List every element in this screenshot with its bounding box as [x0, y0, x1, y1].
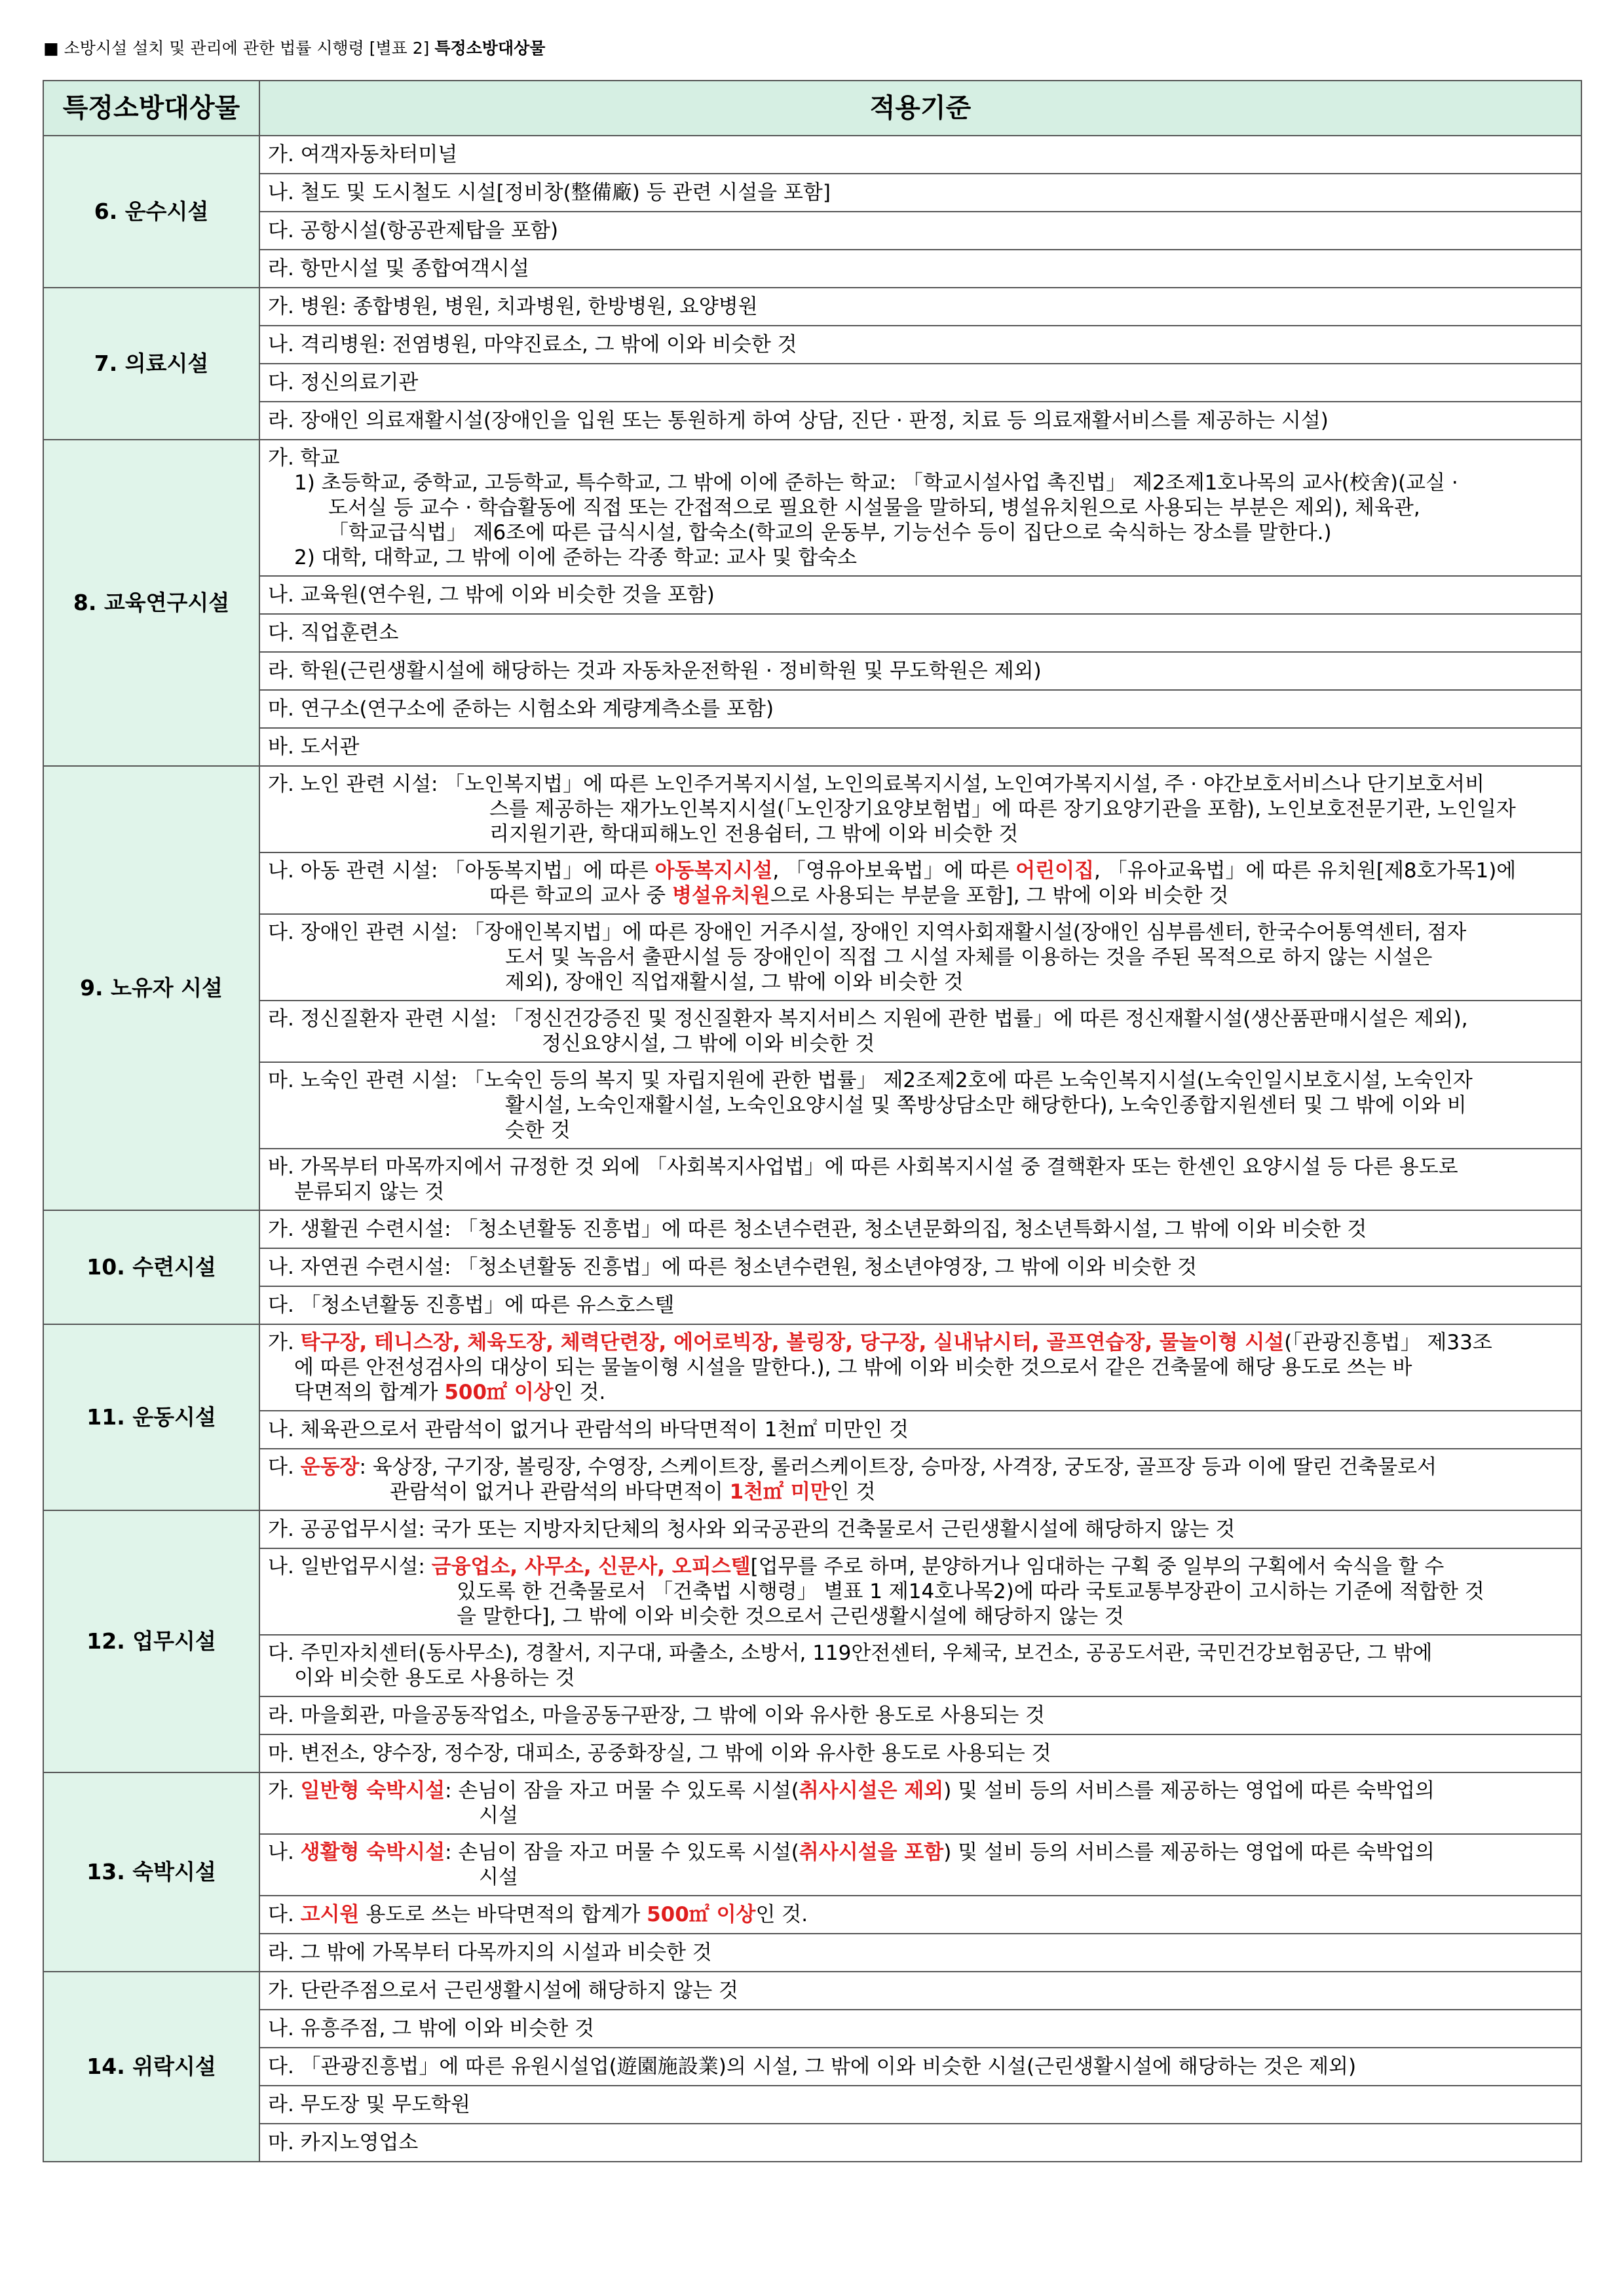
- table-row: [43, 1972, 1581, 2010]
- highlight-text: 취사시설을 포함: [799, 1841, 944, 1864]
- disabled-line-2: 도서 및 녹음서 출판시설 등 장애인이 직접 그 시설 자체를 이용하는 것을 주된 목적으로 하지 않는 시설은: [505, 946, 1433, 969]
- criteria-item-sports-facilities: [259, 1324, 1581, 1411]
- criteria-item: 나. 철도 및 도시철도 시설[정비창(整備廠) 등 관련 시설을 포함]: [259, 174, 1581, 212]
- child-line-2: [268, 883, 1573, 908]
- criteria-item: 마. 변전소, 양수장, 정수장, 대피소, 공중화장실, 그 밖에 이와 유사한 용도로 사용되는 것: [259, 1734, 1581, 1772]
- sports-line-1: [268, 1331, 1492, 1354]
- category-entertainment: 14. 위락시설: [43, 1972, 259, 2162]
- table-row: [43, 914, 1581, 1001]
- criteria-item-elderly: [259, 766, 1581, 852]
- school-sub-1-line-2: 도서실 등 교수 · 학습활동에 직접 또는 간접적으로 필요한 시설물을 말하되, 병설유치원으로 사용되는 부분은 제외), 체육관,: [328, 496, 1420, 520]
- text-seg: 용도로 쓰는 바닥면적의 합계가: [359, 1903, 647, 1926]
- criteria-item: 라. 무도장 및 무도학원: [259, 2086, 1581, 2124]
- general-business-line-1: [268, 1555, 1444, 1578]
- table-row: [43, 402, 1581, 440]
- criteria-item-public-offices: [259, 1635, 1581, 1696]
- criteria-item-residential-lodging: [259, 1834, 1581, 1896]
- criteria-item: 가. 여객자동차터미널: [259, 136, 1581, 174]
- sports-line-2: 에 따른 안전성검사의 대상이 되는 물놀이형 시설을 말한다.), 그 밖에 이와 비슷한 것으로서 같은 건축물에 해당 용도로 쓰는 바: [294, 1356, 1412, 1379]
- text-seg: 인 것: [829, 1480, 876, 1504]
- text-seg: (「관광진흥법」 제33조: [1284, 1331, 1492, 1354]
- disabled-line-3: 제외), 장애인 직업재활시설, 그 밖에 이와 비슷한 것: [505, 970, 964, 994]
- table-row: [43, 1411, 1581, 1449]
- criteria-item: 라. 장애인 의료재활시설(장애인을 입원 또는 통원하게 하여 상담, 진단 · 판정, 치료 등 의료재활서비스를 제공하는 시설): [259, 402, 1581, 440]
- criteria-item: 라. 항만시설 및 종합여객시설: [259, 250, 1581, 288]
- other-welfare-line-1: 바. 가목부터 마목까지에서 규정한 것 외에 「사회복지사업법」에 따른 사회복지시설 중 결핵환자 또는 한센인 요양시설 등 다른 용도로: [268, 1155, 1458, 1179]
- document-header: [43, 35, 545, 62]
- criteria-item: 나. 자연권 수련시설: 「청소년활동 진흥법」에 따른 청소년수련원, 청소년야영장, 그 밖에 이와 비슷한 것: [259, 1248, 1581, 1286]
- homeless-line-3: 슷한 것: [505, 1119, 571, 1142]
- category-training: 10. 수련시설: [43, 1210, 259, 1324]
- text-seg: , 「영유아보육법」에 따른: [772, 859, 1016, 883]
- table-row: [43, 1062, 1581, 1149]
- table-row: [43, 2010, 1581, 2048]
- school-title: 가. 학교: [268, 446, 340, 470]
- table-row: [43, 1696, 1581, 1734]
- table-row: [43, 652, 1581, 690]
- criteria-item-homeless: [259, 1062, 1581, 1149]
- table-row: [43, 440, 1581, 576]
- column-header-target: 특정소방대상물: [43, 81, 259, 136]
- table-row: [43, 1772, 1581, 1834]
- table-row: [43, 136, 1581, 174]
- table-row: [43, 1210, 1581, 1248]
- category-transport: 6. 운수시설: [43, 136, 259, 288]
- sports-line-3: [268, 1380, 1573, 1405]
- criteria-item: 다. 직업훈련소: [259, 614, 1581, 652]
- text-seg: 가.: [268, 1331, 301, 1354]
- table-row: [43, 1896, 1581, 1934]
- header-prefix: ■ 소방시설 설치 및 관리에 관한 법률 시행령 [별표 2]: [43, 39, 435, 58]
- table-row: [43, 1510, 1581, 1548]
- text-seg: 나.: [268, 1841, 301, 1864]
- highlight-text: 운동장: [300, 1455, 360, 1479]
- category-education: 8. 교육연구시설: [43, 440, 259, 766]
- disabled-line-1: 다. 장애인 관련 시설: 「장애인복지법」에 따른 장애인 거주시설, 장애인 지역사회재활시설(장애인 심부름센터, 한국수어통역센터, 점자: [268, 921, 1467, 944]
- criteria-item: 마. 연구소(연구소에 준하는 시험소와 계량계측소를 포함): [259, 690, 1581, 728]
- text-seg: 관람석이 없거나 관람석의 바닥면적이: [390, 1480, 730, 1504]
- table-row: [43, 2048, 1581, 2086]
- text-seg: 가.: [268, 1779, 301, 1803]
- highlight-text: 500㎡ 이상: [647, 1903, 756, 1926]
- criteria-item: 나. 유흥주점, 그 밖에 이와 비슷한 것: [259, 2010, 1581, 2048]
- criteria-item: 나. 격리병원: 전염병원, 마약진료소, 그 밖에 이와 비슷한 것: [259, 326, 1581, 364]
- homeless-line-1: 마. 노숙인 관련 시설: 「노숙인 등의 복지 및 자립지원에 관한 법률」 제2조제2호에 따른 노숙인복지시설(노숙인일시보호시설, 노숙인자: [268, 1069, 1473, 1092]
- highlight-text: 고시원: [300, 1903, 360, 1926]
- table-row: [43, 1834, 1581, 1896]
- public-offices-line-1: 다. 주민자치센터(동사무소), 경찰서, 지구대, 파출소, 소방서, 119안전센터, 우체국, 보건소, 공공도서관, 국민건강보험공단, 그 밖에: [268, 1641, 1433, 1665]
- table-row: [43, 1001, 1581, 1062]
- table-row: [43, 1248, 1581, 1286]
- text-seg: : 손님이 잠을 자고 머물 수 있도록 시설(: [445, 1841, 799, 1864]
- category-medical: 7. 의료시설: [43, 288, 259, 440]
- stadium-line-2: [268, 1480, 1573, 1504]
- school-sub-1-line-3: 「학교급식법」 제6조에 따른 급식시설, 합숙소(학교의 운동부, 기능선수 등이 집단으로 숙식하는 장소를 말한다.): [328, 521, 1332, 545]
- table-row: [43, 614, 1581, 652]
- school-sub-2: 2) 대학, 대학교, 그 밖에 이에 준하는 각종 학교: 교사 및 합숙소: [294, 546, 858, 569]
- criteria-item-school: [259, 440, 1581, 576]
- criteria-item: 다. 공항시설(항공관제탑을 포함): [259, 212, 1581, 250]
- criteria-item: 라. 그 밖에 가목부터 다목까지의 시설과 비슷한 것: [259, 1934, 1581, 1972]
- table-row: [43, 1286, 1581, 1324]
- criteria-item: 마. 카지노영업소: [259, 2124, 1581, 2162]
- facility-table: [43, 80, 1582, 2162]
- table-row: [43, 766, 1581, 852]
- criteria-item: 나. 체육관으로서 관람석이 없거나 관람석의 바닥면적이 1천㎡ 미만인 것: [259, 1411, 1581, 1449]
- mental-line-2: 정신요양시설, 그 밖에 이와 비슷한 것: [542, 1032, 875, 1056]
- highlight-text: 1천㎡ 미만: [729, 1480, 830, 1504]
- highlight-text: 병설유치원: [671, 884, 770, 908]
- category-lodging: 13. 숙박시설: [43, 1772, 259, 1972]
- mental-line-1: 라. 정신질환자 관련 시설: 「정신건강증진 및 정신질환자 복지서비스 지원에 관한 법률」에 따른 정신재활시설(생산품판매시설은 제외),: [268, 1007, 1468, 1031]
- highlight-text: 탁구장, 테니스장, 체육도장, 체력단련장, 에어로빅장, 볼링장, 당구장, 실내낚시터, 골프연습장, 물놀이형 시설: [300, 1331, 1285, 1354]
- table-row: [43, 1548, 1581, 1635]
- text-seg: 인 것.: [553, 1381, 606, 1404]
- general-lodging-line-2: 시설: [479, 1804, 518, 1827]
- table-row: [43, 1934, 1581, 1972]
- table-row: [43, 2086, 1581, 2124]
- highlight-text: 일반형 숙박시설: [300, 1779, 445, 1803]
- table-row: [43, 1324, 1581, 1411]
- category-business: 12. 업무시설: [43, 1510, 259, 1772]
- criteria-item-stadium: [259, 1449, 1581, 1510]
- criteria-item: 가. 병원: 종합병원, 병원, 치과병원, 한방병원, 요양병원: [259, 288, 1581, 326]
- table-row: [43, 288, 1581, 326]
- text-seg: , 「유아교육법」에 따른 유치원[제8호가목1)에: [1094, 859, 1517, 883]
- general-business-line-3: 을 말한다], 그 밖에 이와 비슷한 것으로서 근린생활시설에 해당하지 않는 것: [457, 1605, 1124, 1628]
- table-row: [43, 576, 1581, 614]
- criteria-item: 라. 마을회관, 마을공동작업소, 마을공동구판장, 그 밖에 이와 유사한 용도로 사용되는 것: [259, 1696, 1581, 1734]
- criteria-item: 다. 「청소년활동 진흥법」에 따른 유스호스텔: [259, 1286, 1581, 1324]
- table-row: [43, 1449, 1581, 1510]
- criteria-item-gosiwon: [259, 1896, 1581, 1934]
- residential-lodging-line-1: [268, 1841, 1435, 1864]
- table-row: [43, 326, 1581, 364]
- table-row: [43, 2124, 1581, 2162]
- text-seg: 닥면적의 합계가: [294, 1381, 445, 1404]
- highlight-text: 취사시설은 제외: [799, 1779, 944, 1803]
- criteria-item: 라. 학원(근린생활시설에 해당하는 것과 자동차운전학원 · 정비학원 및 무도학원은 제외): [259, 652, 1581, 690]
- text-seg: : 육상장, 구기장, 볼링장, 수영장, 스케이트장, 롤러스케이트장, 승마장, 사격장, 궁도장, 골프장 등과 이에 딸린 건축물로서: [359, 1455, 1437, 1479]
- text-seg: 따른 학교의 교사 중: [489, 884, 672, 908]
- text-seg: ) 및 설비 등의 서비스를 제공하는 영업에 따른 숙박업의: [943, 1841, 1435, 1864]
- criteria-item-child: [259, 852, 1581, 914]
- highlight-text: 생활형 숙박시설: [300, 1841, 445, 1864]
- table-row: [43, 728, 1581, 766]
- other-welfare-line-2: 분류되지 않는 것: [294, 1180, 445, 1204]
- child-line-1: [268, 859, 1516, 883]
- homeless-line-2: 활시설, 노숙인재활시설, 노숙인요양시설 및 쪽방상담소만 해당한다), 노숙인종합지원센터 및 그 밖에 이와 비: [505, 1094, 1467, 1117]
- elderly-line-1: 가. 노인 관련 시설: 「노인복지법」에 따른 노인주거복지시설, 노인의료복지시설, 노인여가복지시설, 주 · 야간보호서비스나 단기보호서비: [268, 773, 1485, 796]
- criteria-item: 바. 도서관: [259, 728, 1581, 766]
- criteria-item: 가. 단란주점으로서 근린생활시설에 해당하지 않는 것: [259, 1972, 1581, 2010]
- text-seg: [업무를 주로 하며, 분양하거나 임대하는 구획 중 일부의 구획에서 숙식을 할 수: [750, 1555, 1445, 1578]
- criteria-item-mental: [259, 1001, 1581, 1062]
- highlight-text: 금융업소, 사무소, 신문사, 오피스텔: [431, 1555, 751, 1578]
- text-seg: : 손님이 잠을 자고 머물 수 있도록 시설(: [445, 1779, 799, 1803]
- criteria-item-general-lodging: [259, 1772, 1581, 1834]
- table-row: [43, 690, 1581, 728]
- criteria-item: 다. 정신의료기관: [259, 364, 1581, 402]
- highlight-text: 어린이집: [1015, 859, 1095, 883]
- text-seg: 나. 아동 관련 시설: 「아동복지법」에 따른: [268, 859, 655, 883]
- category-sports: 11. 운동시설: [43, 1324, 259, 1510]
- table-row: [43, 1635, 1581, 1696]
- header-title: 특정소방대상물: [434, 39, 546, 58]
- criteria-item: 나. 교육원(연수원, 그 밖에 이와 비슷한 것을 포함): [259, 576, 1581, 614]
- school-sub-1-line-1: 1) 초등학교, 중학교, 고등학교, 특수학교, 그 밖에 이에 준하는 학교: 「학교시설사업 촉진법」 제2조제1호나목의 교사(校舍)(교실 ·: [294, 471, 1458, 495]
- table-row: [43, 852, 1581, 914]
- table-row: [43, 250, 1581, 288]
- criteria-item-other-welfare: [259, 1149, 1581, 1210]
- elderly-line-3: 리지원기관, 학대피해노인 전용쉼터, 그 밖에 이와 비슷한 것: [489, 822, 1019, 846]
- stadium-line-1: [268, 1455, 1437, 1479]
- highlight-text: 아동복지시설: [654, 859, 773, 883]
- table-row: [43, 364, 1581, 402]
- table-row: [43, 1149, 1581, 1210]
- criteria-item: 가. 생활권 수련시설: 「청소년활동 진흥법」에 따른 청소년수련관, 청소년문화의집, 청소년특화시설, 그 밖에 이와 비슷한 것: [259, 1210, 1581, 1248]
- criteria-item-general-business: [259, 1548, 1581, 1635]
- text-seg: 나. 일반업무시설:: [268, 1555, 432, 1578]
- residential-lodging-line-2: 시설: [479, 1866, 518, 1889]
- table-row: [43, 1734, 1581, 1772]
- text-seg: ) 및 설비 등의 서비스를 제공하는 영업에 따른 숙박업의: [943, 1779, 1435, 1803]
- table-row: [43, 212, 1581, 250]
- general-lodging-line-1: [268, 1779, 1435, 1803]
- table-row: [43, 174, 1581, 212]
- highlight-text: 500㎡ 이상: [444, 1381, 554, 1404]
- text-seg: 다.: [268, 1455, 301, 1479]
- text-seg: 다.: [268, 1903, 301, 1926]
- text-seg: 으로 사용되는 부분을 포함], 그 밖에 이와 비슷한 것: [770, 884, 1229, 908]
- category-welfare: 9. 노유자 시설: [43, 766, 259, 1210]
- general-business-line-2: 있도록 한 건축물로서 「건축법 시행령」 별표 1 제14호나목2)에 따라 국토교통부장관이 고시하는 기준에 적합한 것: [457, 1580, 1484, 1603]
- column-header-criteria: 적용기준: [259, 81, 1581, 136]
- elderly-line-2: 스를 제공하는 재가노인복지시설(「노인장기요양보험법」에 따른 장기요양기관을 포함), 노인보호전문기관, 노인일자: [489, 797, 1516, 821]
- criteria-item: 가. 공공업무시설: 국가 또는 지방자치단체의 청사와 외국공관의 건축물로서 근린생활시설에 해당하지 않는 것: [259, 1510, 1581, 1548]
- criteria-item: 다. 「관광진흥법」에 따른 유원시설업(遊園施設業)의 시설, 그 밖에 이와 비슷한 시설(근린생활시설에 해당하는 것은 제외): [259, 2048, 1581, 2086]
- text-seg: 인 것.: [755, 1903, 808, 1926]
- public-offices-line-2: 이와 비슷한 용도로 사용하는 것: [294, 1666, 575, 1690]
- criteria-item-disabled: [259, 914, 1581, 1001]
